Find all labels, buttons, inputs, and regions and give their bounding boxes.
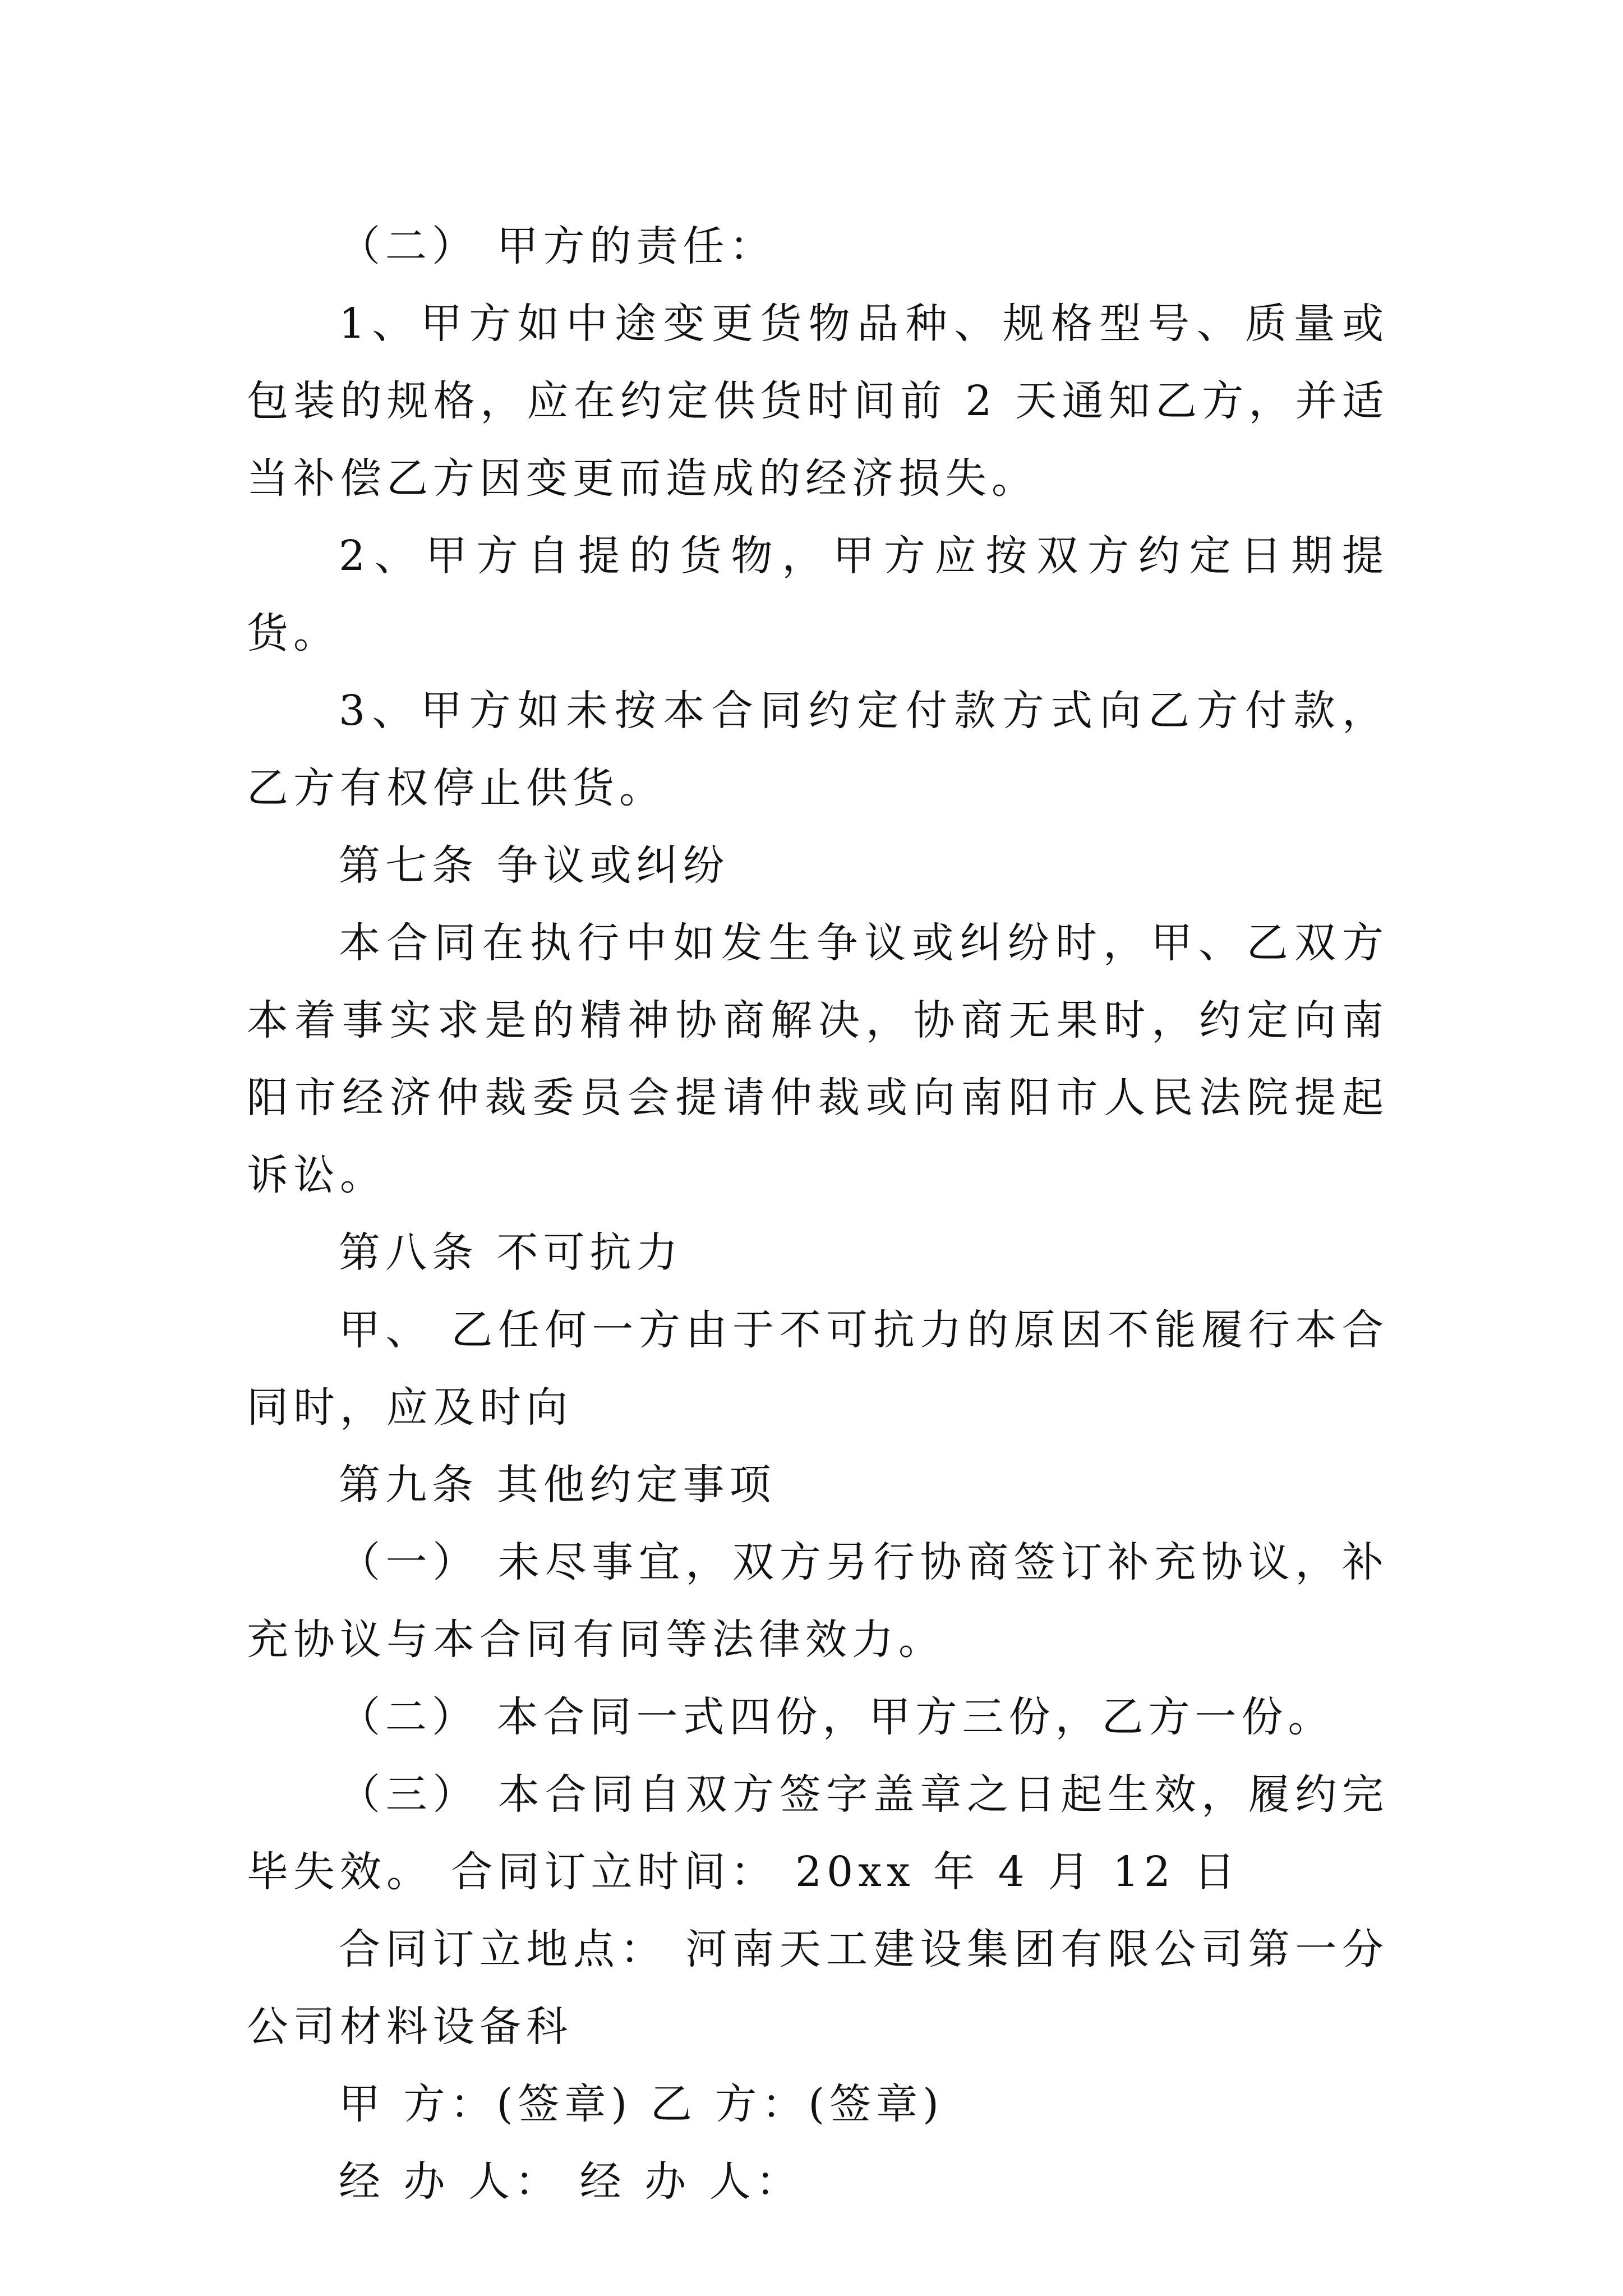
article-9-item-2: （二） 本合同一式四份，甲方三份，乙方一份。: [339, 1693, 1335, 1741]
section-heading-party-a-duties: （二） 甲方的责任：: [339, 222, 776, 270]
article-9-item-1: （一） 未尽事宜，双方另行协商签订补充协议，补充协议与本合同有同等法律效力。: [247, 1538, 1389, 1664]
article-8-text: 甲、 乙任何一方由于不可抗力的原因不能履行本合同时，应及时向: [247, 1306, 1389, 1432]
clause-item-1: 1、甲方如中途变更货物品种、规格型号、质量或包装的规格，应在约定供货时间前 2 天通知乙方，并适当补偿乙方因变更而造成的经济损失。: [247, 300, 1389, 503]
document-body: [247, 208, 1389, 2220]
contract-place: 合同订立地点： 河南天工建设集团有限公司第一分公司材料设备科: [247, 1925, 1389, 2051]
article-9-item-3: （三） 本合同自双方签字盖章之日起生效，履约完毕失效。 合同订立时间： 20xx 年 4 月 12 日: [247, 1770, 1389, 1896]
clause-item-2: 2、甲方自提的货物，甲方应按双方约定日期提货。: [247, 532, 1389, 657]
article-7-heading: 第七条 争议或纠纷: [339, 841, 730, 890]
article-7-text: 本合同在执行中如发生争议或纠纷时，甲、乙双方本着事实求是的精神协商解决，协商无果时，约定向南阳市经济仲裁委员会提请仲裁或向南阳市人民法院提起诉讼。: [247, 919, 1389, 1199]
article-8-heading: 第八条 不可抗力: [339, 1228, 683, 1277]
clause-item-3: 3、甲方如未按本合同约定付款方式向乙方付款，乙方有权停止供货。: [247, 687, 1389, 812]
handler-line: 经 办 人： 经 办 人：: [339, 2157, 803, 2206]
signature-line: 甲 方：(签章) 乙 方：(签章): [339, 2080, 944, 2128]
article-9-heading: 第九条 其他约定事项: [339, 1461, 776, 1509]
